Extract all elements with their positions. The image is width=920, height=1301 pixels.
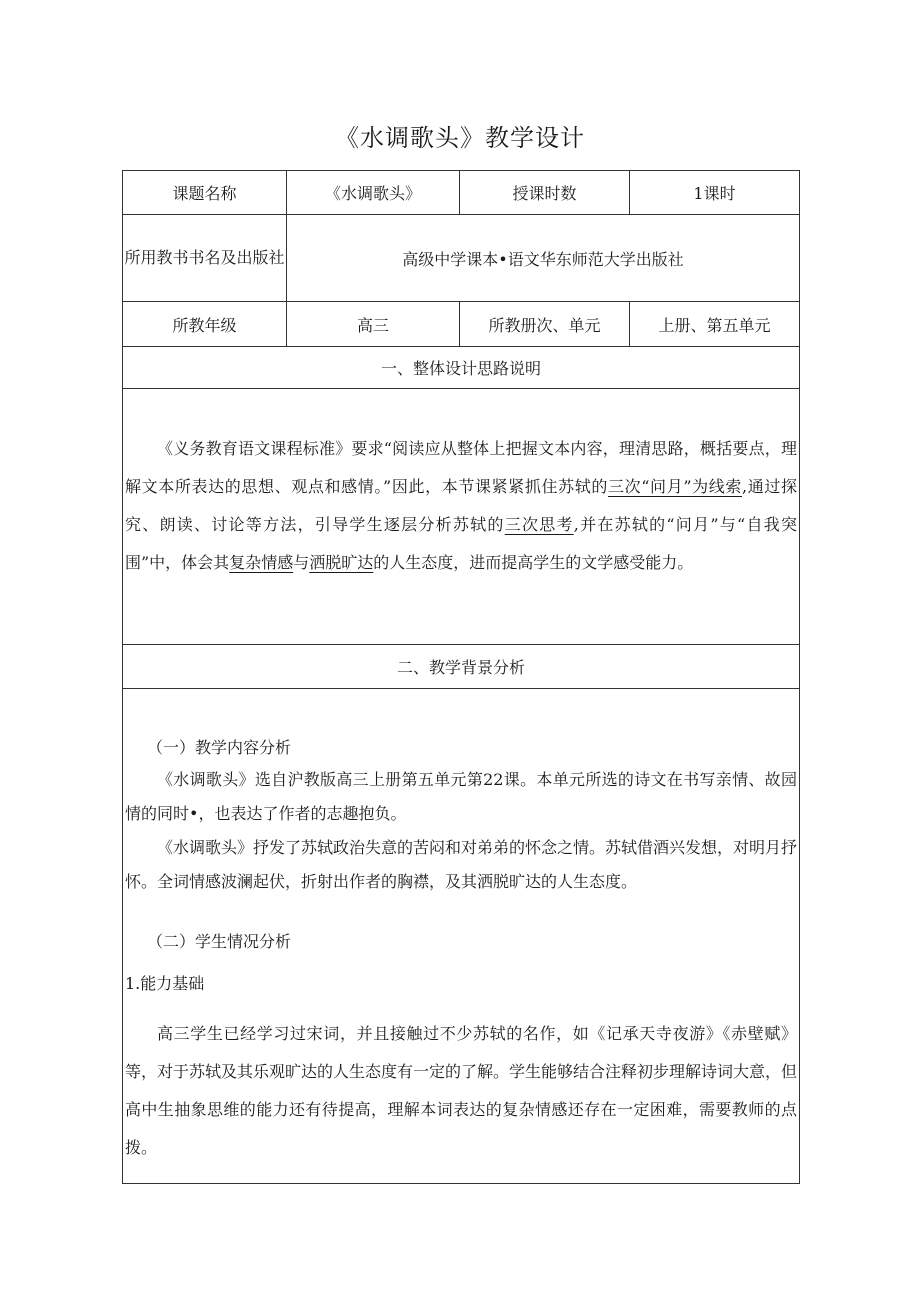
rationale-text-3: ,并在苏轼的“问月”与“自我突围”中，体会其 <box>125 515 797 572</box>
rationale-underline-3: 复杂情感 <box>229 553 294 572</box>
volume-unit-label: 所教册次、单元 <box>460 302 630 347</box>
rationale-underline-4: 洒脱旷达 <box>309 553 374 572</box>
lesson-plan-table <box>122 170 800 1184</box>
topic-label: 课题名称 <box>123 171 287 215</box>
grade-value: 高三 <box>287 302 460 347</box>
section-1-heading: 一、整体设计思路说明 <box>123 347 800 389</box>
section-2-heading: 二、教学背景分析 <box>123 645 800 689</box>
student-analysis-heading: （二）学生情况分析 <box>147 932 292 951</box>
textbook-value: 高级中学课本•语文华东师范大学出版社 <box>287 215 800 302</box>
section-1-content-row <box>123 389 800 645</box>
content-analysis-heading: （一）教学内容分析 <box>147 738 292 757</box>
section-1-content <box>123 389 800 645</box>
rationale-underline-2: 三次思考 <box>504 515 574 534</box>
ability-basis-paragraph: 高三学生已经学习过宋词，并且接触过不少苏轼的名作，如《记承天寺夜游》《赤壁赋》等，对于苏轼及其乐观旷达的人生态度有一定的了解。学生能够结合注释初步理解诗词大意，但高中生抽象思维的能力还有待提高，理解本词表达的复杂情感还存在一定困难，需要教师的点拨。 <box>125 1024 798 1157</box>
document-title: 《水调歌头》教学设计 <box>335 124 585 152</box>
rationale-text-2: ,通过探究、朗读、讨论等方法，引导学生逐层分析苏轼的 <box>125 477 797 534</box>
design-rationale-paragraph <box>125 430 797 582</box>
rationale-text-5: 的人生态度，进而提高学生的文学感受能力。 <box>373 553 694 572</box>
grade-label: 所教年级 <box>123 302 287 347</box>
volume-unit-value: 上册、第五单元 <box>630 302 800 347</box>
section-2-heading-row <box>123 645 800 689</box>
content-analysis-paragraph-2: 《水调歌头》抒发了苏轼政治失意的苦闷和对弟弟的怀念之情。苏轼借酒兴发想，对明月抒怀。全词情感波澜起伏，折射出作者的胸襟，及其洒脱旷达的人生态度。 <box>125 838 798 891</box>
info-row-textbook <box>123 215 800 302</box>
section-2-content <box>123 689 800 1184</box>
rationale-text-1: 《义务教育语文课程标准》要求“阅读应从整体上把握文本内容，理清思路，概括要点，理解文本所表达的思想、观点和感情。”因此，本节课紧紧抓住苏轼的 <box>125 439 797 496</box>
rationale-text-4: 与 <box>293 553 310 572</box>
topic-value: 《水调歌头》 <box>287 171 460 215</box>
section-2-content-row <box>123 689 800 1184</box>
textbook-label: 所用教书书名及出版社 <box>123 215 287 302</box>
hours-value: 1课时 <box>630 171 800 215</box>
hours-label: 授课时数 <box>460 171 630 215</box>
info-row-topic <box>123 171 800 215</box>
section-1-heading-row <box>123 347 800 389</box>
ability-basis-heading: 1.能力基础 <box>125 974 205 993</box>
content-analysis-paragraph-1: 《水调歌头》选自沪教版高三上册第五单元第22课。本单元所选的诗文在书写亲情、故园情的同时•，也表达了作者的志趣抱负。 <box>125 770 797 823</box>
info-row-grade <box>123 302 800 347</box>
rationale-underline-1: 三次“问月”为线索 <box>608 477 743 496</box>
